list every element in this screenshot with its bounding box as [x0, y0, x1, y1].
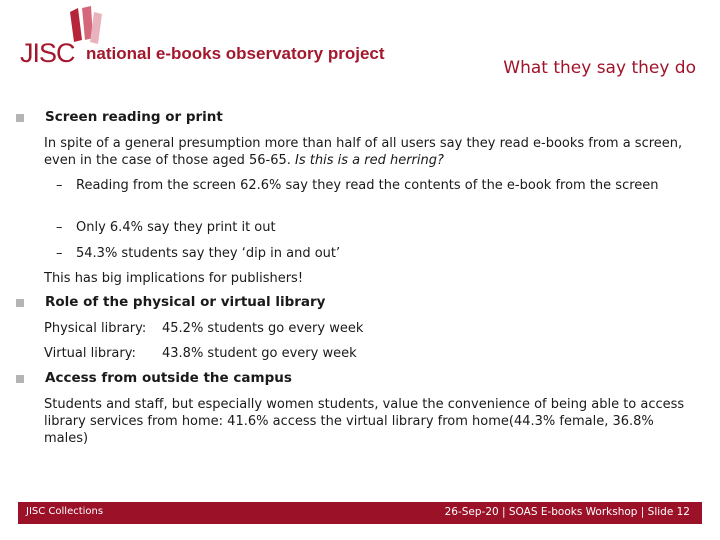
slide-title: What they say they do: [503, 58, 696, 78]
dash-bullet: –: [56, 220, 63, 235]
sub-bullet-print: Only 6.4% say they print it out: [76, 220, 276, 235]
physical-library-value: 45.2% students go every week: [162, 321, 364, 336]
jisc-logo-mark-icon: [66, 4, 128, 46]
paragraph-text: In spite of a general presumption more than half of all users say they read e-books from a screen, even in the case of those aged 56-65.: [44, 136, 683, 168]
section-heading-access: Access from outside the campus: [45, 370, 292, 386]
physical-library-line: [44, 320, 694, 337]
virtual-library-label: Virtual library:: [44, 346, 136, 361]
logo-brand: JISC: [20, 38, 75, 68]
footer-bar: [18, 502, 702, 524]
footer-slide-info: 26-Sep-20 | SOAS E-books Workshop | Slide 12: [444, 506, 690, 518]
paragraph-italic-text: Is this is a red herring?: [295, 153, 444, 168]
access-paragraph: Students and staff, but especially women students, value the convenience of being able to access library services from home: 41.6% access the virtual library from home(44.3% female, 36.8% males): [44, 397, 685, 446]
section-heading-library: Role of the physical or virtual library: [45, 294, 326, 310]
dash-bullet: –: [56, 178, 63, 193]
dash-bullet: –: [56, 246, 63, 261]
physical-library-label: Physical library:: [44, 321, 147, 336]
bullet-square-icon: [16, 299, 24, 307]
jisc-logo: [20, 4, 385, 68]
virtual-library-line: [44, 345, 694, 362]
logo-project-name: national e-books observatory project: [86, 44, 385, 63]
bullet-square-icon: [16, 375, 24, 383]
footer-organisation: JISC Collections: [26, 506, 104, 517]
section-heading-screen-reading: Screen reading or print: [45, 109, 223, 125]
virtual-library-value: 43.8% student go every week: [162, 346, 357, 361]
section-paragraph: [44, 135, 694, 169]
closing-line: This has big implications for publishers!: [44, 271, 304, 286]
bullet-square-icon: [16, 114, 24, 122]
sub-bullet-dip-in-out: 54.3% students say they ‘dip in and out’: [76, 246, 341, 261]
sub-bullet-screen-reading: Reading from the screen 62.6% say they read the contents of the e-book from the screen: [76, 178, 659, 193]
